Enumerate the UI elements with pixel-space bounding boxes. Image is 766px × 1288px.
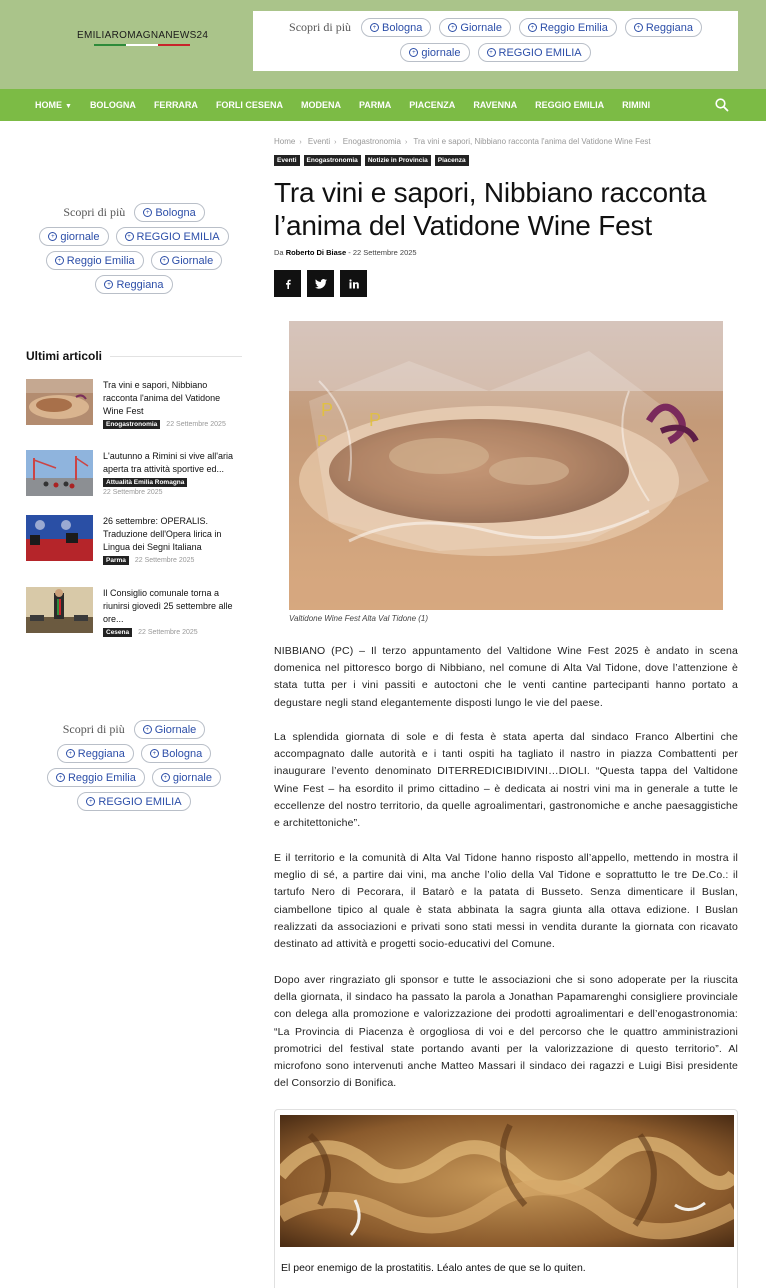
share-facebook-button[interactable]: [274, 270, 301, 297]
plus-circle-icon: +: [56, 773, 65, 782]
logo-flag-stripe: [94, 44, 190, 46]
breadcrumb-item-enogastronomia[interactable]: Enogastronomia: [342, 137, 401, 146]
latest-post[interactable]: [26, 515, 242, 565]
latest-post[interactable]: [26, 379, 242, 429]
topic-chip[interactable]: + REGGIO EMILIA: [77, 792, 190, 811]
post-thumbnail[interactable]: [26, 379, 93, 425]
plus-circle-icon: +: [528, 23, 537, 32]
article-byline: Da Roberto Di Biase - 22 Settembre 2025: [274, 248, 417, 257]
topics-label: Scopri di più: [289, 20, 352, 34]
plus-circle-icon: +: [143, 725, 152, 734]
sidebar-topics-box: [26, 203, 242, 294]
facebook-icon: [283, 279, 293, 289]
article-featured-image[interactable]: [289, 321, 723, 610]
article-title: Tra vini e sapori, Nibbiano racconta l’anima del Vatidone Wine Fest: [274, 177, 707, 241]
article-paragraph: E il territorio e la comunità di Alta Val Tidone hanno risposto all’appello, mettendo in mostra il meglio di sé, a partire dai vini, ma anche l’olio della Val Tidone e soprattutto le tre De.Co.: il tartufo Nero di Pecorara, il Batarò e la patata di Busseto. Senza dimenticare il Buslan, ciambellone tipico al quale è stata abbinata la sagra giunta alla ottava edizione. I Buslan realizzati da associazioni e privati sono stati messi in vendita durante la giornata con ricavato destinato ad attività e progetti socio-educativi del Comune.: [274, 852, 738, 951]
ad-headline[interactable]: El peor enemigo de la prostatitis. Léalo antes de que se lo quiten.: [281, 1262, 586, 1274]
sidebar-topics-box-bottom: [26, 720, 242, 811]
post-title[interactable]: 26 settembre: OPERALIS. Traduzione dell'Opera lirica in Lingua dei Segni Italiana: [103, 516, 222, 552]
search-icon[interactable]: [714, 97, 730, 113]
breadcrumb-item-eventi[interactable]: Eventi: [307, 137, 331, 146]
topics-label: Scopri di più: [63, 205, 126, 219]
breadcrumb-item-home[interactable]: Home: [274, 137, 296, 146]
nav-item-reggio-emilia[interactable]: REGGIO EMILIA: [535, 100, 605, 110]
topic-chip[interactable]: + Bologna: [141, 744, 211, 763]
post-thumbnail[interactable]: [26, 450, 93, 496]
post-date: 22 Settembre 2025: [166, 421, 226, 428]
nav-item-bologna[interactable]: BOLOGNA: [89, 100, 136, 110]
plus-circle-icon: +: [487, 48, 496, 57]
plus-circle-icon: +: [161, 773, 170, 782]
share-buttons: [274, 270, 367, 297]
topic-chip[interactable]: + Reggiana: [57, 744, 134, 763]
plus-circle-icon: +: [125, 232, 134, 241]
topic-chip[interactable]: + Reggio Emilia: [519, 18, 617, 37]
svg-text:P: P: [321, 400, 334, 420]
site-logo[interactable]: [77, 30, 207, 46]
topic-chip[interactable]: + REGGIO EMILIA: [478, 43, 591, 62]
plus-circle-icon: +: [634, 23, 643, 32]
svg-text:P: P: [317, 433, 328, 450]
divider: [110, 356, 242, 357]
topic-chip[interactable]: + Reggiana: [625, 18, 702, 37]
article-paragraph: Dopo aver ringraziato gli sponsor e tutte le associazioni che si sono adoperate per la riuscita della giornata, il sindaco ha passato la parola a Jonathan Papamarenghi consigliere provinciale con delega alla promozione e valorizzazione dei prodotti agroalimentari e dell’enogastronomia: “La Provincia di Piacenza è orgogliosa di voi e del percorso che le quattro amministrazioni promotrici del festival state portando avanti per la valorizzazione di questo territorio”. Al microfono sono intervenuti anche Matteo Massari il sindaco dei ragazzi e Luigi Bisi presidente del Consorzio di Bonifica.: [274, 974, 738, 1090]
twitter-icon: [315, 279, 327, 289]
breadcrumb-item-current: Tra vini e sapori, Nibbiano racconta l'anima del Vatidone Wine Fest: [413, 137, 651, 146]
article-tag[interactable]: Eventi: [274, 155, 300, 166]
post-category-badge[interactable]: Enogastronomia: [103, 420, 160, 429]
plus-circle-icon: +: [55, 256, 64, 265]
breadcrumb: Home › Eventi › Enogastronomia › Tra vini e sapori, Nibbiano racconta l'anima del Vatidone Wine Fest: [274, 137, 651, 146]
post-date: 22 Settembre 2025: [138, 629, 198, 636]
post-category-badge[interactable]: Parma: [103, 556, 129, 565]
post-category-badge[interactable]: Cesena: [103, 628, 132, 637]
plus-circle-icon: +: [66, 749, 75, 758]
topic-chip[interactable]: + Giornale: [439, 18, 511, 37]
plus-circle-icon: +: [48, 232, 57, 241]
post-date: 22 Settembre 2025: [103, 489, 163, 496]
nav-item-rimini[interactable]: RIMINI: [622, 100, 651, 110]
post-thumbnail[interactable]: [26, 515, 93, 561]
article-tag[interactable]: Piacenza: [435, 155, 469, 166]
plus-circle-icon: +: [104, 280, 113, 289]
site-header: [0, 0, 766, 89]
post-title[interactable]: L'autunno a Rimini si vive all'aria aperta tra attività sportive ed...: [103, 451, 233, 474]
header-topics-box: [253, 11, 738, 71]
topic-chip[interactable]: + giornale: [400, 43, 469, 62]
plus-circle-icon: +: [160, 256, 169, 265]
latest-post[interactable]: [26, 450, 242, 496]
share-twitter-button[interactable]: [307, 270, 334, 297]
author-link[interactable]: Roberto Di Biase: [285, 248, 347, 257]
topics-label: Scopri di più: [62, 722, 125, 736]
share-linkedin-button[interactable]: [340, 270, 367, 297]
article-paragraph: La splendida giornata di sole e di festa è stata aperta dal sindaco Franco Albertini che accompagnato dalle autorità e i tanti ospiti ha tagliato il nastro in piazza Combattenti per inaugurare l’evento denominato DITERREDICIBIDIVINI…DIOLI. “Questa tappa del Valtidone Wine Fest – ha esordito il primo cittadino – è dedicata ai nostri vini ma in generale a tutte le eccellenze del nostro territorio, da quelle agroalimentari, gastronomiche e anche paesaggistiche e architettoniche”.: [274, 731, 738, 830]
topic-chip[interactable]: + Reggio Emilia: [47, 768, 145, 787]
article-tag[interactable]: Enogastronomia: [304, 155, 361, 166]
article-paragraph: NIBBIANO (PC) – Il terzo appuntamento del Valtidone Wine Fest 2025 è andato in scena domenica nel pittoresco borgo di Nibbiano, nel comune di Alta Val Tidone, dove l’attenzione è stata tutta per i vini passiti e autoctoni che le venti cantine partecipanti hanno portato a degustare negli stand elegantemente disposti lungo le vie del paese.: [274, 645, 738, 709]
plus-circle-icon: +: [143, 208, 152, 217]
main-nav: [0, 89, 766, 121]
nav-item-ravenna[interactable]: RAVENNA: [473, 100, 518, 110]
post-date: 22 Settembre 2025: [134, 557, 195, 564]
image-caption: Valtidone Wine Fest Alta Val Tidone (1): [289, 614, 429, 623]
nav-item-home[interactable]: HOME ▼: [35, 100, 72, 110]
plus-circle-icon: +: [409, 48, 418, 57]
plus-circle-icon: +: [448, 23, 457, 32]
nav-item-ferrara[interactable]: FERRARA: [153, 100, 198, 110]
topic-chip[interactable]: + giornale: [39, 227, 108, 246]
post-title[interactable]: Tra vini e sapori, Nibbiano racconta l'anima del Vatidone Wine Fest: [103, 380, 221, 416]
post-thumbnail[interactable]: [26, 587, 93, 633]
topic-chip[interactable]: + giornale: [152, 768, 221, 787]
linkedin-icon: [349, 279, 359, 289]
article-date: 22 Settembre 2025: [352, 248, 417, 257]
topic-chip[interactable]: + Reggiana: [95, 275, 172, 294]
nav-item-parma[interactable]: PARMA: [358, 100, 392, 110]
article-tag[interactable]: Notizie in Provincia: [365, 155, 431, 166]
nav-item-piacenza[interactable]: PIACENZA: [409, 100, 456, 110]
svg-text:P: P: [369, 410, 382, 430]
topic-chip[interactable]: + REGGIO EMILIA: [116, 227, 229, 246]
plus-circle-icon: +: [86, 797, 95, 806]
nav-item-modena[interactable]: MODENA: [300, 100, 341, 110]
latest-post[interactable]: [26, 587, 242, 637]
article-tags: [274, 155, 469, 166]
logo-text: EMILIAROMAGNANEWS24: [77, 30, 209, 41]
topic-chip[interactable]: + Bologna: [361, 18, 431, 37]
sponsored-ad[interactable]: [274, 1109, 738, 1288]
plus-circle-icon: +: [370, 23, 379, 32]
nav-item-forli-cesena[interactable]: FORLI CESENA: [215, 100, 283, 110]
latest-articles-title: Ultimi articoli: [26, 349, 103, 363]
topic-chip[interactable]: + Giornale: [134, 720, 206, 739]
topic-chip[interactable]: + Reggio Emilia: [46, 251, 144, 270]
post-category-badge[interactable]: Attualità Emilia Romagna: [103, 478, 187, 487]
post-title[interactable]: Il Consiglio comunale torna a riunirsi giovedì 25 settembre alle ore...: [103, 588, 233, 624]
topic-chip[interactable]: + Bologna: [134, 203, 204, 222]
topic-chip[interactable]: + Giornale: [151, 251, 223, 270]
chevron-down-icon: ▼: [65, 103, 72, 110]
latest-articles-header: [26, 349, 242, 363]
ad-image[interactable]: [280, 1115, 734, 1247]
plus-circle-icon: +: [150, 749, 159, 758]
